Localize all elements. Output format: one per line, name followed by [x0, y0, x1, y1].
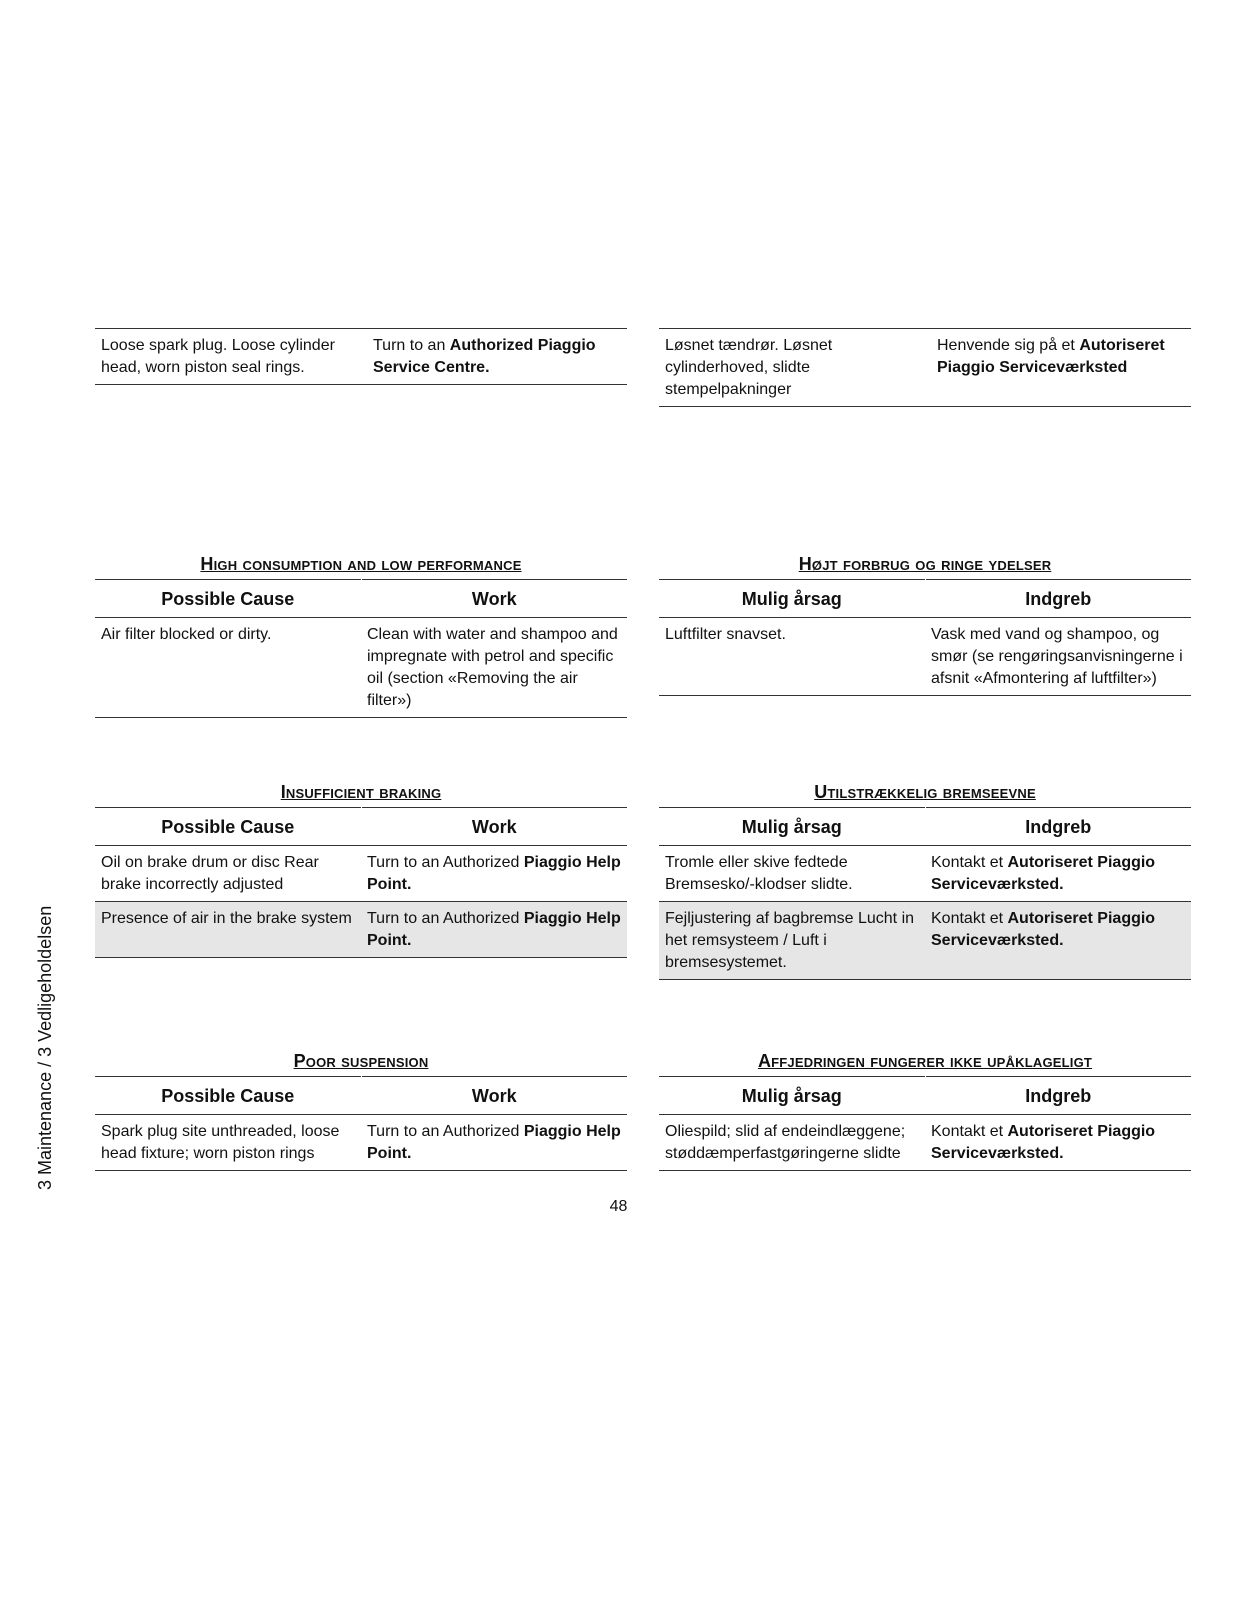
work-cell: Vask med vand og shampoo, og smør (se rengøringsanvisningerne i afsnit «Afmontering af luftfilter») [925, 618, 1191, 696]
column-header-cause: Possible Cause [95, 1077, 361, 1115]
sidebar-section-label: 3 Maintenance / 3 Vedligeholdelsen [35, 905, 55, 1190]
table-row [659, 329, 1191, 407]
table-row [95, 846, 627, 902]
work-cell: Kontakt et Autoriseret Piaggio Serviceværksted. [925, 1115, 1191, 1171]
section-insufficient-braking [95, 777, 627, 958]
work-cell: Kontakt et Autoriseret Piaggio Serviceværksted. [925, 902, 1191, 980]
column-header-cause: Mulig årsag [659, 1077, 925, 1115]
cause-cell: Oliespild; slid af endeindlæggene; støddæmperfastgøringerne slidte [659, 1115, 925, 1171]
cause-cell: Luftfilter snavset. [659, 618, 925, 696]
section-title: Højt forbrug og ringe ydelser [798, 554, 1052, 574]
column-header-cause: Mulig årsag [659, 580, 925, 618]
column-header-cause: Possible Cause [95, 580, 361, 618]
table-row [659, 618, 1191, 696]
table-row [659, 1115, 1191, 1171]
cause-cell: Presence of air in the brake system [95, 902, 361, 958]
work-cell: Henvende sig på et Autoriseret Piaggio Serviceværksted [931, 329, 1191, 407]
column-header-work: Indgreb [925, 808, 1191, 846]
table-compression [95, 328, 627, 385]
section-high-consumption [659, 549, 1191, 696]
cause-cell: Spark plug site unthreaded, loose head fixture; worn piston rings [95, 1115, 361, 1171]
work-cell: Turn to an Authorized Piaggio Help Point. [361, 902, 627, 958]
cause-cell: Air filter blocked or dirty. [95, 618, 361, 718]
section-high-consumption [95, 549, 627, 718]
column-header-work: Work [361, 1077, 627, 1115]
work-cell: Turn to an Authorized Piaggio Service Centre. [367, 329, 627, 385]
table-row [659, 902, 1191, 980]
cause-cell: Fejljustering af bagbremse Lucht in het remsysteem / Luft i bremsesystemet. [659, 902, 925, 980]
table-row [95, 902, 627, 958]
section-title: Insufficient braking [280, 782, 442, 802]
section-poor-suspension [95, 1046, 627, 1171]
section-title: Utilstrækkelig bremseevne [814, 782, 1036, 802]
section-insufficient-braking [659, 777, 1191, 980]
cause-cell: Tromle eller skive fedtede Bremsesko/-klodser slidte. [659, 846, 925, 902]
cause-cell: Løsnet tændrør. Løsnet cylinderhoved, slidte stempelpakninger [659, 329, 931, 407]
table-row [95, 329, 627, 385]
table-header-row [95, 808, 627, 846]
column-header-cause: Possible Cause [95, 808, 361, 846]
section-title: Affjedringen fungerer ikke upåklageligt [757, 1051, 1093, 1071]
column-header-work: Indgreb [925, 1077, 1191, 1115]
table-compression [659, 328, 1191, 407]
section-title: Poor suspension [293, 1051, 429, 1071]
table-header-row [659, 808, 1191, 846]
table-row [659, 846, 1191, 902]
column-header-work: Work [361, 580, 627, 618]
work-cell: Kontakt et Autoriseret Piaggio Serviceværksted. [925, 846, 1191, 902]
column-header-cause: Mulig årsag [659, 808, 925, 846]
table-header-row [659, 580, 1191, 618]
work-cell: Turn to an Authorized Piaggio Help Point. [361, 1115, 627, 1171]
column-header-work: Indgreb [925, 580, 1191, 618]
table-header-row [95, 580, 627, 618]
table-row [95, 1115, 627, 1171]
work-cell: Turn to an Authorized Piaggio Help Point. [361, 846, 627, 902]
section-title: High consumption and low performance [200, 554, 522, 574]
table-row [95, 618, 627, 718]
column-header-work: Work [361, 808, 627, 846]
work-cell: Clean with water and shampoo and impregnate with petrol and specific oil (section «Removing the air filter») [361, 618, 627, 718]
table-header-row [95, 1077, 627, 1115]
table-header-row [659, 1077, 1191, 1115]
section-poor-suspension [659, 1046, 1191, 1171]
cause-cell: Loose spark plug. Loose cylinder head, worn piston seal rings. [95, 329, 367, 385]
page-number: 48 [609, 1198, 628, 1215]
cause-cell: Oil on brake drum or disc Rear brake incorrectly adjusted [95, 846, 361, 902]
